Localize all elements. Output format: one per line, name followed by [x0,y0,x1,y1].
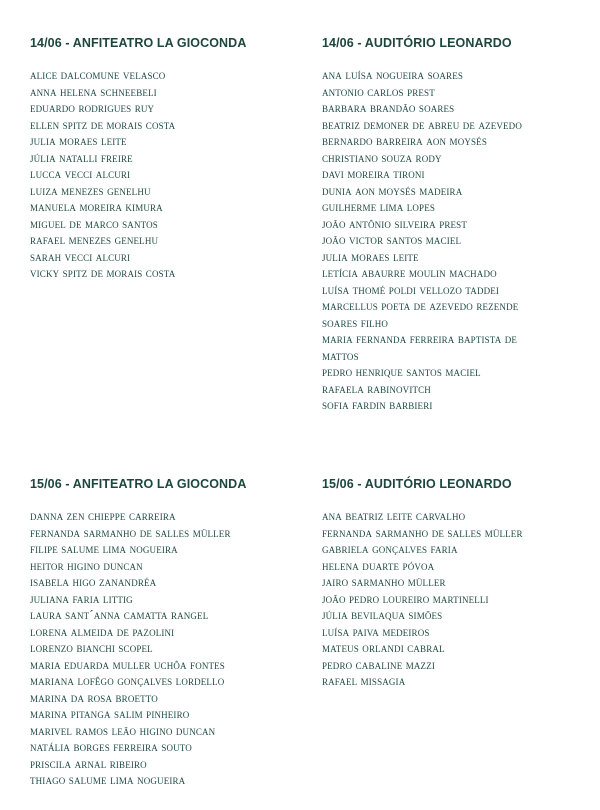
name-list-item: marina da rosa broetto [30,689,158,705]
name-list-item: rafaela rabinovitch [322,380,431,396]
name-list-item: helena duarte póvoa [322,557,435,573]
name-list-item: gabriela gonçalves faria [322,541,458,556]
name-list-item: luiza menezes genelhu [30,182,151,198]
name-list-item: natália borges ferreira souto [30,739,192,754]
name-list-item: fernanda sarmanho de salles müller [30,524,231,540]
name-list-item: marina pitanga salim pinheiro [30,706,190,721]
name-list-item: joão victor santos maciel [322,232,462,247]
name-list-item: júlia natalli freire [30,149,133,165]
session-heading: 15/06 - AUDITÓRIO LEONARDO [322,477,512,491]
name-list-item: mateus orlandi cabral [322,640,445,655]
name-list [30,67,300,282]
name-list-item: thiago salume lima nogueira [30,772,186,787]
name-list-item: bernardo barreira aon moysés [322,133,487,148]
name-list-item: jairo sarmanho müller [322,574,446,589]
session-heading: 14/06 - AUDITÓRIO LEONARDO [322,36,512,50]
name-list-item: isabela higo zanandréa [30,574,157,589]
name-list-item: joão pedro loureiro martinelli [322,590,489,606]
name-list-item: maria fernanda ferreira baptista de [322,331,518,346]
name-list-item: júlia bevilaqua simões [322,607,443,622]
session-anfiteatro-14 [30,35,300,282]
name-list-item: joão antônio silveira prest [322,215,467,231]
name-list-item: christiano souza rody [322,149,442,165]
name-list-item: alice dalcomune velasco [30,67,166,82]
name-list-item: barbara brandão soares [322,100,455,115]
name-list-item: ana luísa nogueira soares [322,67,464,82]
name-list-item: mariana lofêgo gonçalves lordello [30,673,225,688]
name-list-item: dunia aon moysés madeira [322,182,463,198]
name-list-item: anna helena schneebeli [30,83,157,99]
session-auditorio-15 [322,476,592,690]
name-list-item: fernanda sarmanho de salles müller [322,524,523,540]
name-list-item: julia moraes leite [30,133,127,148]
name-list-item: beatriz demoner de abreu de azevedo [322,116,522,132]
name-list-item: antonio carlos prest [322,83,435,99]
name-list-item: marivel ramos leão higino duncan [30,722,216,738]
name-list-item: soares filho [322,314,389,330]
name-list-item: davi moreira tironi [322,166,425,181]
name-list-item: juliana faria littig [30,590,133,606]
name-list [30,508,300,789]
name-list-item: lorenzo bianchi scopel [30,640,153,655]
name-list-item: lorena almeida de pazolini [30,623,175,639]
name-list-item: manuela moreira kimura [30,199,163,214]
name-list-item: letícia abaurre moulin machado [322,265,497,280]
name-list-item: heitor higino duncan [30,557,143,573]
name-list-item: ellen spitz de morais costa [30,116,176,132]
name-list [322,508,592,690]
name-list-item: julia moraes leite [322,248,419,264]
name-list-item: laura sant´anna camatta rangel [30,607,209,622]
name-list [322,67,592,414]
name-list-item: rafael missagia [322,673,406,688]
name-list-item: ana beatriz leite carvalho [322,508,466,523]
name-list-item: danna zen chieppe carreira [30,508,176,523]
name-list-item: sarah vecci alcuri [30,248,131,264]
name-list-item: miguel de marco santos [30,215,158,231]
name-list-item: maria eduarda muller uchôa fontes [30,656,225,672]
name-list-item: lucca vecci alcuri [30,166,131,181]
session-heading: 14/06 - ANFITEATRO LA GIOCONDA [30,36,247,50]
name-list-item: vicky spitz de morais costa [30,265,176,280]
name-list-item: luísa thomé poldi vellozo taddei [322,281,500,297]
name-list-item: priscila arnal ribeiro [30,755,147,771]
name-list-item: pedro cabaline mazzi [322,656,435,672]
session-anfiteatro-15 [30,476,300,789]
name-list-item: eduardo rodrigues ruy [30,100,155,115]
name-list-item: filipe salume lima nogueira [30,541,178,556]
name-list-item: luísa paiva medeiros [322,623,430,639]
session-auditorio-14 [322,35,592,414]
name-list-item: sofia fardin barbieri [322,397,433,412]
session-heading: 15/06 - ANFITEATRO LA GIOCONDA [30,477,247,491]
name-list-item: mattos [322,347,359,363]
name-list-item: marcellus poeta de azevedo rezende [322,298,519,313]
name-list-item: rafael menezes genelhu [30,232,159,247]
name-list-item: guilherme lima lopes [322,199,435,214]
name-list-item: pedro henrique santos maciel [322,364,481,379]
